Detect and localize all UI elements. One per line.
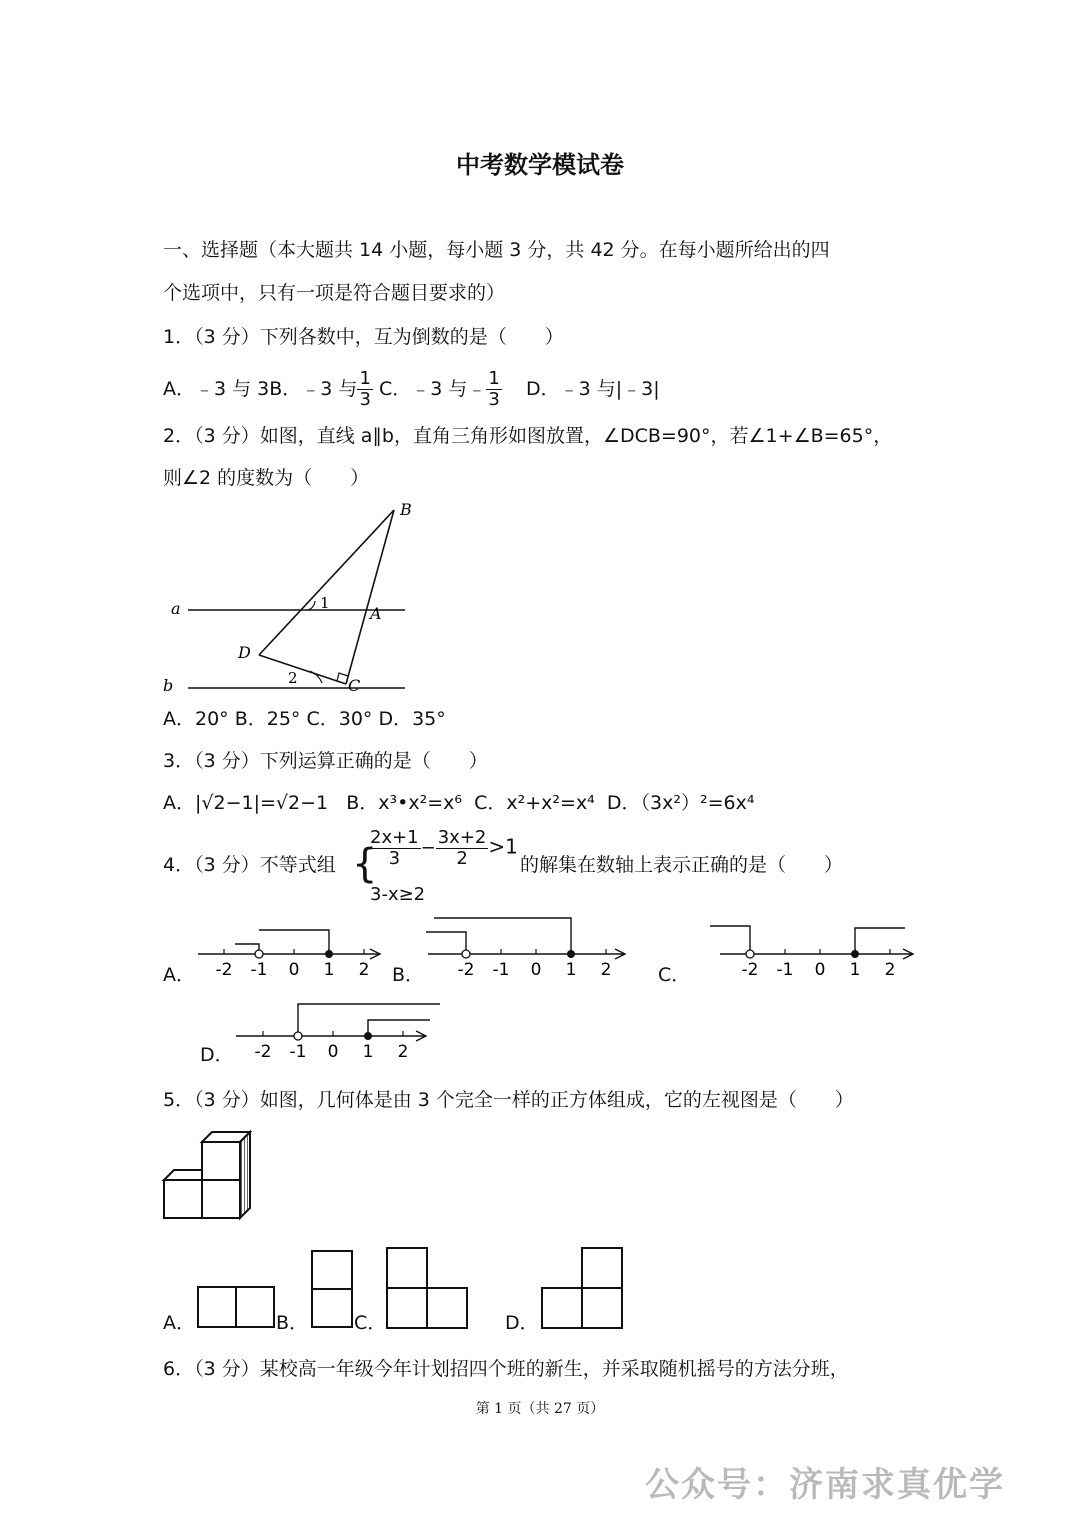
- label-angle-2: 2: [288, 669, 298, 687]
- tick-label: -1: [289, 1042, 307, 1062]
- tick-label: 2: [397, 1042, 409, 1062]
- tick-label: -1: [250, 960, 268, 980]
- q1-stem: 1．（3 分）下列各数中，互为倒数的是（ ）: [163, 326, 564, 348]
- q4-f2-num: 3x+2: [437, 827, 487, 848]
- q4-numberline-d: [230, 998, 445, 1066]
- q4-f1-num: 2x+1: [370, 827, 419, 848]
- watermark: 公众号：济南求真优学: [645, 1465, 1005, 1505]
- q5-cube-solid: [160, 1128, 260, 1223]
- q5-label-c: C．: [354, 1312, 387, 1334]
- section-heading-line2: 个选项中，只有一项是符合题目要求的）: [163, 282, 506, 304]
- q1-option-d: D．﹣3 与|﹣3|: [525, 378, 660, 400]
- q4-stem-prefix: 4．（3 分）不等式组: [163, 854, 336, 876]
- q3-option-b: B．x³•x²=x⁶: [346, 792, 463, 814]
- q3-stem: 3．（3 分）下列运算正确的是（ ）: [163, 750, 488, 772]
- open-point: [462, 950, 470, 958]
- q4-f2-den: 2: [456, 848, 468, 869]
- label-a: a: [171, 599, 181, 618]
- q5-stem: 5．（3 分）如图，几何体是由 3 个完全一样的正方体组成，它的左视图是（ ）: [163, 1089, 854, 1111]
- closed-point: [851, 950, 859, 958]
- q1-option-b-prefix: B．﹣3 与: [269, 378, 358, 400]
- closed-point: [364, 1032, 372, 1040]
- tick-label: -1: [492, 960, 510, 980]
- q4-numberline-b: [420, 912, 635, 982]
- tick-label: 1: [362, 1042, 374, 1062]
- q1-b-numerator: 1: [359, 368, 371, 389]
- q1-option-c-prefix: C．﹣3 与﹣: [378, 378, 487, 400]
- tick-label: 2: [358, 960, 370, 980]
- q4-f1-den: 3: [388, 848, 401, 869]
- q4-fraction-1: [368, 828, 421, 869]
- q3-options: [163, 790, 754, 816]
- label-C: C: [348, 676, 361, 695]
- q4-label-c: C．: [658, 964, 691, 986]
- q5-option-a-figure: [196, 1285, 278, 1331]
- q4-label-d: D．: [200, 1044, 234, 1066]
- tick-label: -2: [741, 960, 759, 980]
- side-DC: [259, 655, 346, 684]
- q5-option-b-figure: [310, 1249, 356, 1331]
- tick-label: -2: [254, 1042, 272, 1062]
- tick-label: 2: [884, 960, 896, 980]
- tick-label: 0: [814, 960, 826, 980]
- q4-stem-suffix: 的解集在数轴上表示正确的是（ ）: [520, 854, 844, 876]
- closed-point: [567, 950, 575, 958]
- page-title: 中考数学模试卷: [456, 150, 624, 179]
- q4-numberline-a: [190, 918, 400, 982]
- q1-option-a: A．﹣3 与 3: [163, 378, 270, 400]
- q5-option-c-figure: [385, 1246, 471, 1331]
- q4-inequality-1: [368, 828, 518, 869]
- q5-label-b: B．: [276, 1312, 309, 1334]
- tick-label: -1: [776, 960, 794, 980]
- q5-label-d: D．: [505, 1312, 539, 1334]
- tick-label: 0: [530, 960, 542, 980]
- q1-option-b-fraction: [357, 369, 372, 410]
- open-point: [746, 950, 754, 958]
- q4-numberline-c: [705, 914, 920, 982]
- q5-label-a: A．: [163, 1312, 195, 1334]
- q4-system-brace: {: [352, 841, 378, 887]
- q2-stem-line1: 2．（3 分）如图，直线 a∥b，直角三角形如图放置，∠DCB=90°，若∠1+∠B=65°，: [163, 425, 893, 447]
- q4-greater-than: >1: [488, 834, 518, 859]
- q3-option-c: C．x²+x²=x⁴: [474, 792, 595, 814]
- label-b: b: [163, 676, 174, 695]
- q4-label-a: A．: [163, 964, 195, 986]
- tick-label: 1: [849, 960, 861, 980]
- tick-label: -2: [457, 960, 475, 980]
- tick-label: 0: [327, 1042, 339, 1062]
- tick-label: 0: [288, 960, 300, 980]
- label-angle-1: 1: [320, 594, 330, 612]
- q1-c-denominator: 3: [488, 389, 500, 410]
- closed-point: [325, 950, 333, 958]
- q1-option-c-fraction: [486, 369, 501, 410]
- tick-label: 1: [323, 960, 335, 980]
- tick-label: -2: [215, 960, 233, 980]
- label-B: B: [400, 500, 412, 519]
- tick-label: 1: [565, 960, 577, 980]
- q4-label-b: B．: [392, 964, 425, 986]
- page-footer: 第 1 页（共 27 页）: [475, 1401, 605, 1417]
- q5-option-d-figure: [540, 1246, 626, 1331]
- section-heading-line1: 一、选择题（本大题共 14 小题，每小题 3 分，共 42 分。在每小题所给出的四: [163, 239, 830, 261]
- q1-options: [163, 369, 660, 410]
- q3-option-a: A．|√2−1|=√2−1: [163, 792, 329, 814]
- q1-b-denominator: 3: [359, 389, 371, 410]
- q6-stem: 6．（3 分）某校高一年级今年计划招四个班的新生，并采取随机摇号的方法分班，: [163, 1358, 849, 1380]
- q2-options: A．20° B．25° C．30° D．35°: [163, 708, 446, 730]
- q4-minus: −: [420, 837, 436, 859]
- q4-inequality-2: 3-x≥2: [370, 884, 426, 905]
- open-point: [255, 950, 263, 958]
- q4-fraction-2: [436, 828, 489, 869]
- label-A: A: [370, 604, 382, 623]
- q2-triangle-figure: [160, 495, 430, 700]
- q2-stem-line2: 则∠2 的度数为（ ）: [163, 467, 370, 489]
- q3-option-d: D．（3x²）²=6x⁴: [606, 792, 755, 814]
- tick-label: 2: [600, 960, 612, 980]
- open-point: [294, 1032, 302, 1040]
- label-D: D: [238, 643, 251, 662]
- q1-c-numerator: 1: [488, 368, 500, 389]
